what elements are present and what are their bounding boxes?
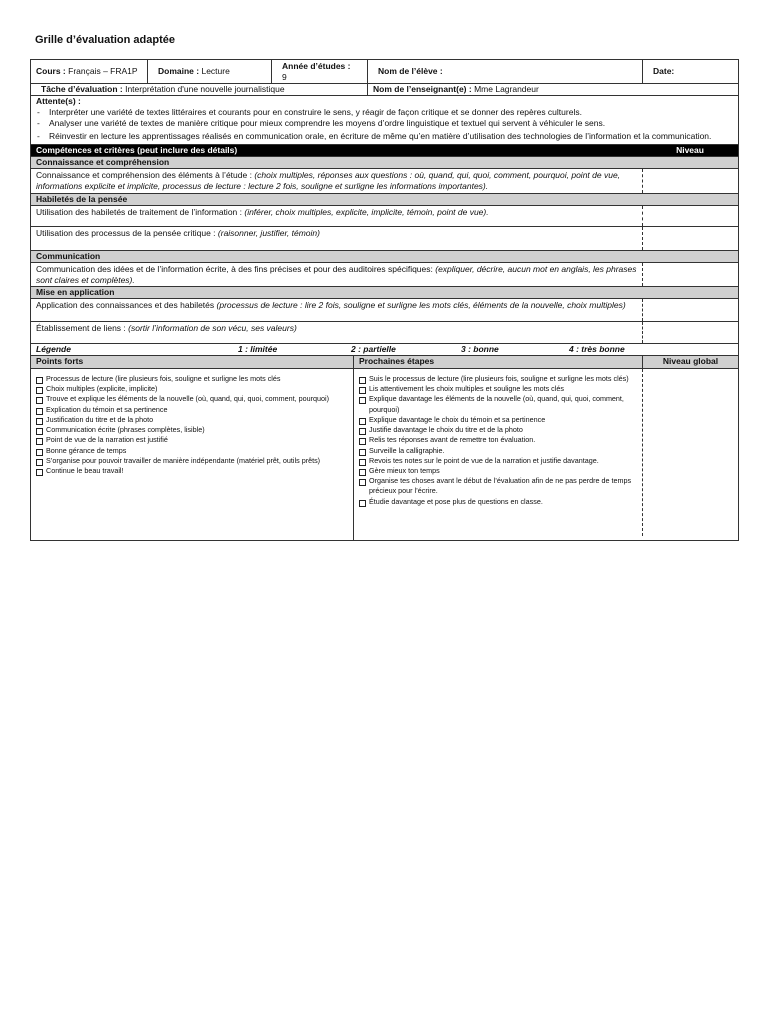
- checkbox-item[interactable]: Explication du témoin et sa pertinence: [36, 405, 348, 415]
- cours-cell: [31, 60, 147, 83]
- checkbox-icon[interactable]: [36, 377, 43, 384]
- competences-header: [31, 145, 738, 157]
- tache-cell: [31, 84, 367, 95]
- checkbox-item[interactable]: Lis attentivement les choix multiples et souligne les mots clés: [359, 384, 637, 394]
- evaluation-grid: [30, 59, 739, 541]
- criterion-row: [31, 169, 738, 194]
- checkbox-item[interactable]: Communication écrite (phrases complètes, lisible): [36, 425, 348, 435]
- criterion-row: [31, 299, 738, 322]
- criterion-text: Utilisation des processus de la pensée critique : (raisonner, justifier, témoin): [36, 228, 320, 238]
- domaine-value: Lecture: [201, 66, 230, 76]
- checkbox-icon[interactable]: [359, 438, 366, 445]
- criterion-text: Application des connaissances et des habiletés (processus de lecture : lire 2 fois, souligne et surligne les mots clés, éléments de la nouvelle, choix multiples): [36, 300, 626, 310]
- criterion-text: Connaissance et compréhension des éléments à l’étude : (choix multiples, réponses aux questions : où, quand, qui, quoi, comment, pourquoi, point de vue, informations explicite et implicite, processus de lecture : lecture 2 fois, souligne et surligne les informations importantes).: [36, 170, 621, 192]
- attentes-row: [31, 96, 738, 145]
- criterion-text: Établissement de liens : (sortir l’information de son vécu, ses valeurs): [36, 323, 297, 333]
- checkbox-item[interactable]: Explique davantage le choix du témoin et sa pertinence: [359, 415, 637, 425]
- legend-level-3: 3 : bonne: [461, 344, 499, 354]
- date-label: Date:: [653, 66, 675, 76]
- eleve-label: Nom de l’élève :: [378, 66, 443, 76]
- header-row: [31, 60, 738, 84]
- niveau-cell[interactable]: [642, 263, 643, 286]
- criterion-row: [31, 206, 738, 227]
- checkbox-icon[interactable]: [36, 397, 43, 404]
- section-application: [31, 287, 738, 299]
- checkbox-icon[interactable]: [36, 418, 43, 425]
- checkbox-icon[interactable]: [359, 500, 366, 507]
- cours-label: Cours :: [36, 66, 66, 76]
- legend-level-2: 2 : partielle: [351, 344, 396, 354]
- niveau-cell[interactable]: [642, 206, 643, 226]
- date-cell: [642, 60, 738, 83]
- checkbox-icon[interactable]: [359, 418, 366, 425]
- bottom-header-row: [31, 356, 738, 369]
- checkbox-icon[interactable]: [36, 459, 43, 466]
- niveau-cell[interactable]: [642, 322, 643, 343]
- points-forts-header: Points forts: [36, 356, 84, 366]
- prochaines-etapes-header: Prochaines étapes: [353, 356, 642, 368]
- checkbox-icon[interactable]: [36, 438, 43, 445]
- checkbox-item[interactable]: Revois tes notes sur le point de vue de la narration et justifie davantage.: [359, 456, 637, 466]
- checkbox-icon[interactable]: [359, 377, 366, 384]
- domaine-label: Domaine :: [158, 66, 200, 76]
- checkbox-icon[interactable]: [359, 459, 366, 466]
- niveau-global-header: Niveau global: [642, 356, 738, 368]
- section-communication: [31, 251, 738, 263]
- niveau-global-cell[interactable]: [642, 369, 738, 540]
- legend-level-4: 4 : très bonne: [569, 344, 625, 354]
- checkbox-item[interactable]: Étudie davantage et pose plus de questions en classe.: [359, 497, 637, 507]
- criterion-text: Utilisation des habiletés de traitement de l’information : (inférer, choix multiples, explicite, implicite, témoin, point de vue).: [36, 207, 489, 217]
- checkbox-icon[interactable]: [36, 469, 43, 476]
- checkbox-icon[interactable]: [36, 387, 43, 394]
- criterion-text: Communication des idées et de l’information écrite, à des fins précises et pour des auditoires spécifiques: (expliquer, décrire, aucun mot en anglais, les phrases sont claires et complètes).: [36, 264, 637, 286]
- section-title: Mise en application: [36, 287, 115, 297]
- annee-label: Année d’études :: [282, 61, 351, 71]
- checkbox-item[interactable]: Justifie davantage le choix du titre et de la photo: [359, 425, 637, 435]
- attente-item: - Interpréter une variété de textes littéraires et courants pour en construire le sens, y réagir de façon critique et se donner des repères culturels.: [35, 107, 734, 118]
- checkbox-item[interactable]: Surveille la calligraphie.: [359, 446, 637, 456]
- checkbox-icon[interactable]: [359, 387, 366, 394]
- annee-value: 9: [282, 72, 287, 83]
- criterion-row: [31, 263, 738, 287]
- checkbox-item[interactable]: Processus de lecture (lire plusieurs fois, souligne et surligne les mots clés: [36, 374, 348, 384]
- checkbox-item[interactable]: Point de vue de la narration est justifié: [36, 435, 348, 445]
- checkbox-icon[interactable]: [359, 469, 366, 476]
- checkbox-item[interactable]: Explique davantage les éléments de la nouvelle (où, quand, qui, quoi, comment, pourquoi): [359, 394, 637, 414]
- checkbox-item[interactable]: Trouve et explique les éléments de la nouvelle (où, quand, qui, quoi, comment, pourquoi): [36, 394, 348, 404]
- section-title: Connaissance et compréhension: [36, 157, 170, 167]
- legend-label: Légende: [36, 344, 71, 354]
- criterion-row: [31, 227, 738, 251]
- checkbox-item[interactable]: Choix multiples (explicite, implicite): [36, 384, 348, 394]
- prochaines-etapes-list: [353, 369, 642, 540]
- section-title: Communication: [36, 251, 101, 261]
- domaine-cell: [147, 60, 271, 83]
- checkbox-icon[interactable]: [36, 449, 43, 456]
- tache-value: Interprétation d'une nouvelle journalistique: [125, 84, 285, 94]
- eleve-cell: [367, 60, 642, 83]
- tache-label: Tâche d’évaluation :: [41, 84, 123, 94]
- attente-item: - Analyser une variété de textes de manière critique pour mieux comprendre les moyens d’ordre linguistique et textuel qui servent à véhiculer le sens.: [35, 118, 734, 129]
- checkbox-icon[interactable]: [359, 428, 366, 435]
- section-title: Habiletés de la pensée: [36, 194, 128, 204]
- checkbox-item[interactable]: Bonne gérance de temps: [36, 446, 348, 456]
- niveau-divider: [642, 369, 643, 536]
- checkbox-item[interactable]: S’organise pour pouvoir travailler de manière indépendante (matériel prêt, outils prêts): [36, 456, 348, 466]
- annee-cell: [271, 60, 367, 83]
- checkbox-item[interactable]: Suis le processus de lecture (lire plusieurs fois, souligne et surligne les mots clés): [359, 374, 637, 384]
- legend-level-1: 1 : limitée: [238, 344, 278, 354]
- legend-row: [31, 344, 738, 356]
- niveau-cell[interactable]: [642, 169, 643, 193]
- document-title: Grille d’évaluation adaptée: [35, 34, 175, 46]
- points-forts-list: [31, 369, 353, 540]
- checkbox-item[interactable]: Organise tes choses avant le début de l’évaluation afin de ne pas perdre de temps précieux pour l’écrire.: [359, 476, 637, 496]
- cours-value: Français – FRA1P: [68, 66, 138, 76]
- checkbox-icon[interactable]: [36, 428, 43, 435]
- checkbox-icon[interactable]: [36, 408, 43, 415]
- competences-header-label: Compétences et critères (peut inclure des détails): [36, 145, 238, 155]
- attente-item: - Réinvestir en lecture les apprentissages réalisés en communication orale, en écriture de même qu’en matière d’utilisation des technologies de l’information et la communication.: [35, 131, 734, 142]
- checkbox-item[interactable]: Gère mieux ton temps: [359, 466, 637, 476]
- checkbox-icon[interactable]: [359, 479, 366, 486]
- enseignant-cell: [367, 84, 738, 95]
- niveau-cell[interactable]: [642, 299, 643, 321]
- bottom-content-row: [31, 369, 738, 540]
- attentes-label: Attente(s) :: [36, 96, 81, 106]
- checkbox-item[interactable]: Relis tes réponses avant de remettre ton évaluation.: [359, 435, 637, 445]
- niveau-header-label: Niveau: [676, 145, 704, 155]
- checkbox-icon[interactable]: [359, 397, 366, 404]
- attentes-list: [35, 107, 734, 142]
- checkbox-item[interactable]: Continue le beau travail!: [36, 466, 348, 476]
- criterion-row: [31, 322, 738, 344]
- checkbox-icon[interactable]: [359, 449, 366, 456]
- enseignant-label: Nom de l’enseignant(e) :: [373, 84, 472, 94]
- enseignant-value: Mme Lagrandeur: [474, 84, 539, 94]
- tache-row: [31, 84, 738, 96]
- niveau-cell[interactable]: [642, 227, 643, 250]
- section-habiletes: [31, 194, 738, 206]
- checkbox-item[interactable]: Justification du titre et de la photo: [36, 415, 348, 425]
- section-connaissance: [31, 157, 738, 169]
